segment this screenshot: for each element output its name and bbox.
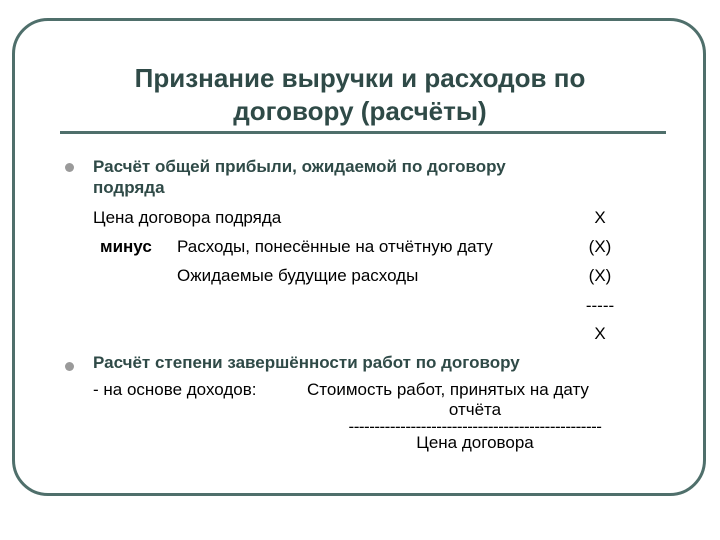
title-divider (60, 131, 666, 134)
row-incurred-costs-label: Расходы, понесённые на отчётную дату (177, 237, 493, 256)
row-minus-prefix: минус (100, 237, 152, 256)
row-future-costs-value: (X) (588, 266, 612, 285)
method-label: - на основе доходов: (93, 380, 257, 399)
fraction-line: ------------------------------------------------- (348, 417, 602, 436)
fraction-numerator-line-1: Стоимость работ, принятых на дату (307, 380, 589, 399)
row-contract-price-label: Цена договора подряда (93, 208, 282, 227)
row-incurred-costs-value: (X) (588, 237, 612, 256)
fraction-numerator-line-2: отчёта (448, 400, 502, 419)
fraction-denominator: Цена договора (416, 433, 534, 452)
sum-result: X (594, 324, 606, 343)
bullet-1-dot-icon (65, 163, 74, 172)
row-future-costs-label: Ожидаемые будущие расходы (177, 266, 419, 285)
row-contract-price-value: X (594, 208, 606, 227)
title-line-2: договору (расчёты) (233, 96, 487, 126)
bullet-1-heading-line-2: подряда (93, 178, 165, 197)
bullet-1-heading-line-1: Расчёт общей прибыли, ожидаемой по договору (93, 157, 506, 176)
slide-title (60, 62, 660, 128)
sum-separator: ----- (585, 296, 615, 315)
title-line-1: Признание выручки и расходов по (134, 63, 586, 93)
bullet-2-heading: Расчёт степени завершённости работ по договору (93, 353, 520, 372)
bullet-2-dot-icon (65, 362, 74, 371)
